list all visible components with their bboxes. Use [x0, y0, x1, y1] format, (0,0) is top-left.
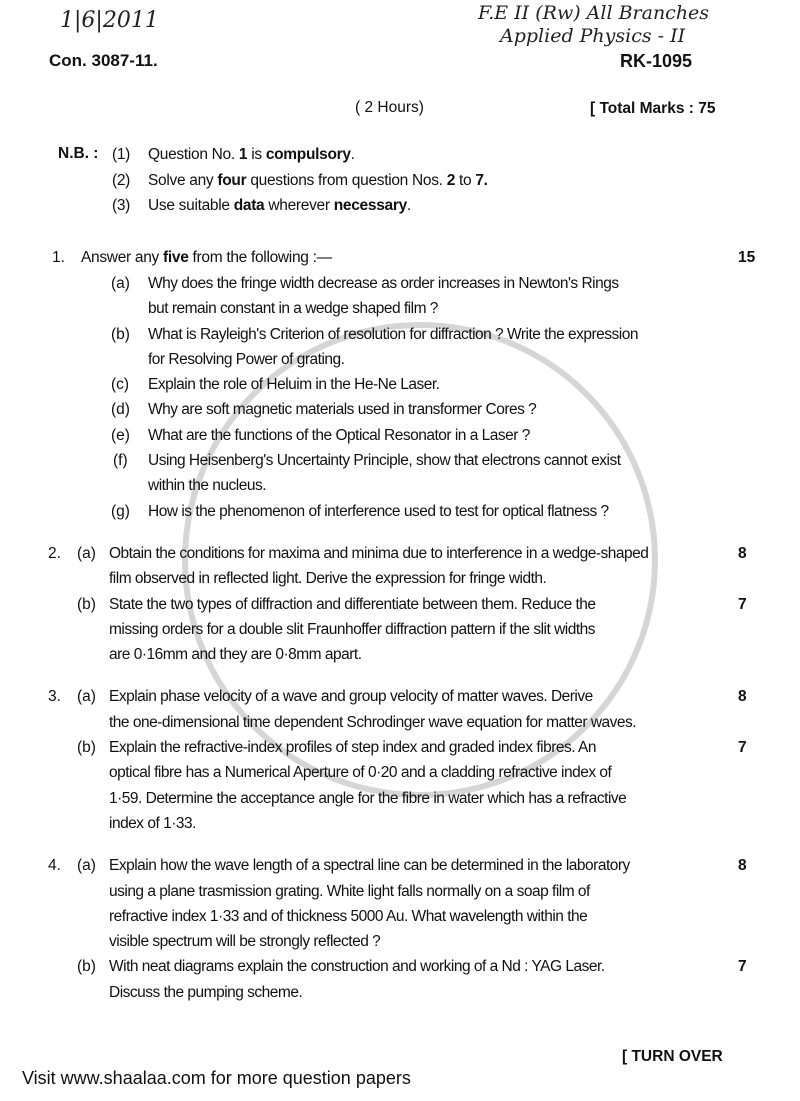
- part-text-line: optical fibre has a Numerical Aperture of 0·20 and a cladding refractive index of: [109, 764, 612, 782]
- text-run: 7.: [475, 172, 488, 189]
- part-text-line: the one-dimensional time dependent Schrodinger wave equation for matter waves.: [109, 713, 637, 731]
- turn-over: [ TURN OVER: [622, 1048, 723, 1065]
- question: [0, 853, 800, 1005]
- text-run: Solve any: [148, 172, 218, 189]
- item-text-line: within the nucleus.: [148, 477, 267, 495]
- part-text-line: visible spectrum will be strongly reflected ?: [109, 933, 381, 951]
- nb-label: N.B. :: [58, 145, 99, 162]
- question-item: [0, 423, 800, 448]
- question: [0, 541, 800, 667]
- question-part: [0, 541, 800, 592]
- question-part: [0, 735, 800, 836]
- item-text-line: Why does the fringe width decrease as order increases in Newton's Rings: [148, 275, 619, 292]
- part-text-line: 1·59. Determine the acceptance angle for the fibre in water which has a refractive: [109, 789, 627, 807]
- part-text-line: refractive index 1·33 and of thickness 5000 Au. What wavelength within the: [109, 907, 588, 925]
- question-intro: [81, 245, 332, 270]
- item-label: (d): [111, 401, 130, 419]
- text-run: four: [217, 172, 247, 189]
- text-run: to: [455, 172, 476, 189]
- note-text: [148, 195, 411, 217]
- part-text-line: using a plane trasmission grating. White light falls normally on a soap film of: [109, 882, 590, 900]
- question-item: [0, 372, 800, 397]
- questions-section: [0, 541, 800, 1005]
- handwritten-course: F.E II (Rw) All Branches: [478, 2, 710, 24]
- part-label: (b): [77, 739, 96, 757]
- part-label: (b): [77, 958, 96, 976]
- text-run: 1: [238, 146, 248, 163]
- item-label: (c): [111, 376, 130, 394]
- part-text-line: With neat diagrams explain the construction and working of a Nd : YAG Laser.: [109, 958, 605, 976]
- item-text-line: What is Rayleigh's Criterion of resolution for diffraction ? Write the expression: [148, 325, 638, 343]
- item-label: (e): [111, 426, 130, 444]
- item-text-line: What are the functions of the Optical Resonator in a Laser ?: [148, 426, 530, 444]
- text-run: necessary: [333, 197, 407, 214]
- text-run: five: [163, 249, 189, 266]
- text-run: 2: [446, 172, 456, 189]
- part-marks: 7: [738, 958, 747, 976]
- item-label: (a): [111, 275, 130, 292]
- text-run: questions from question Nos.: [246, 172, 447, 189]
- part-marks: 7: [738, 739, 747, 757]
- text-run: .: [406, 197, 411, 214]
- text-run: .: [350, 146, 355, 163]
- item-text-line: Using Heisenberg's Uncertainty Principle, show that electrons cannot exist: [148, 452, 621, 470]
- question-1: [0, 245, 800, 524]
- item-text-line: How is the phenomenon of interference used to test for optical flatness ?: [148, 502, 609, 520]
- question-item: [0, 397, 800, 422]
- question-item: [0, 322, 800, 373]
- question-header: [0, 245, 800, 271]
- part-marks: 8: [738, 688, 747, 706]
- part-text-line: State the two types of diffraction and differentiate between them. Reduce the: [109, 595, 596, 613]
- question-item: [0, 271, 800, 322]
- item-label: (f): [113, 452, 128, 470]
- question-item: [0, 499, 800, 524]
- part-marks: 7: [738, 595, 747, 613]
- text-run: Question No.: [148, 146, 239, 163]
- item-text-line: for Resolving Power of grating.: [148, 350, 345, 368]
- item-text-line: Explain the role of Heluim in the He-Ne Laser.: [148, 376, 440, 394]
- text-run: wherever: [264, 197, 334, 214]
- part-label: (a): [77, 857, 96, 875]
- part-text-line: index of 1·33.: [109, 814, 196, 832]
- part-label: (a): [77, 544, 96, 562]
- item-text-line: but remain constant in a wedge shaped film ?: [148, 300, 438, 318]
- question-number: 3.: [48, 688, 61, 706]
- con-number: Con. 3087-11.: [49, 51, 158, 70]
- text-run: Use suitable: [148, 197, 234, 214]
- item-text-line: Why are soft magnetic materials used in transformer Cores ?: [148, 401, 537, 419]
- part-text-line: Explain phase velocity of a wave and group velocity of matter waves. Derive: [109, 688, 593, 706]
- part-text-line: Discuss the pumping scheme.: [109, 983, 303, 1001]
- part-text-line: Obtain the conditions for maxima and minima due to interference in a wedge-shaped: [109, 544, 649, 562]
- part-text-line: film observed in reflected light. Derive the expression for fringe width.: [109, 570, 547, 588]
- note-text: [148, 170, 488, 192]
- question-number: 2.: [48, 544, 61, 562]
- item-label: (g): [111, 502, 130, 520]
- question-part: [0, 853, 800, 954]
- question-part: [0, 954, 800, 1005]
- note-number: (3): [112, 197, 131, 214]
- note-number: (1): [112, 146, 131, 163]
- part-text-line: Explain how the wave length of a spectral line can be determined in the laboratory: [109, 857, 630, 875]
- part-text-line: missing orders for a double slit Fraunhoffer diffraction pattern if the slit widths: [109, 620, 596, 638]
- item-label: (b): [111, 325, 130, 343]
- site-note: Visit www.shaalaa.com for more question papers: [22, 1068, 411, 1088]
- question-part: [0, 684, 800, 735]
- question-number: 1.: [52, 249, 65, 266]
- part-label: (a): [77, 688, 96, 706]
- question-item: [0, 448, 800, 499]
- text-run: from the following :—: [188, 249, 332, 266]
- part-marks: 8: [738, 857, 747, 875]
- text-run: Answer any: [81, 249, 163, 266]
- question-marks: 15: [738, 249, 756, 266]
- note-text: [148, 144, 355, 166]
- handwritten-subject: Applied Physics - II: [500, 25, 686, 47]
- text-run: is: [247, 146, 266, 163]
- question-part: [0, 592, 800, 668]
- question-number: 4.: [48, 857, 61, 875]
- part-text-line: are 0·16mm and they are 0·8mm apart.: [109, 646, 362, 664]
- part-label: (b): [77, 595, 96, 613]
- part-marks: 8: [738, 544, 747, 562]
- text-run: compulsory: [265, 146, 351, 163]
- duration: ( 2 Hours): [355, 99, 424, 116]
- question: [0, 684, 800, 836]
- handwritten-date: 1|6|2011: [60, 8, 159, 33]
- text-run: data: [233, 197, 265, 214]
- total-marks: [ Total Marks : 75: [590, 100, 716, 117]
- part-text-line: Explain the refractive-index profiles of step index and graded index fibres. An: [109, 739, 596, 757]
- note-number: (2): [112, 172, 131, 189]
- questions-flow: [0, 245, 800, 1022]
- paper-code: RK-1095: [620, 51, 693, 71]
